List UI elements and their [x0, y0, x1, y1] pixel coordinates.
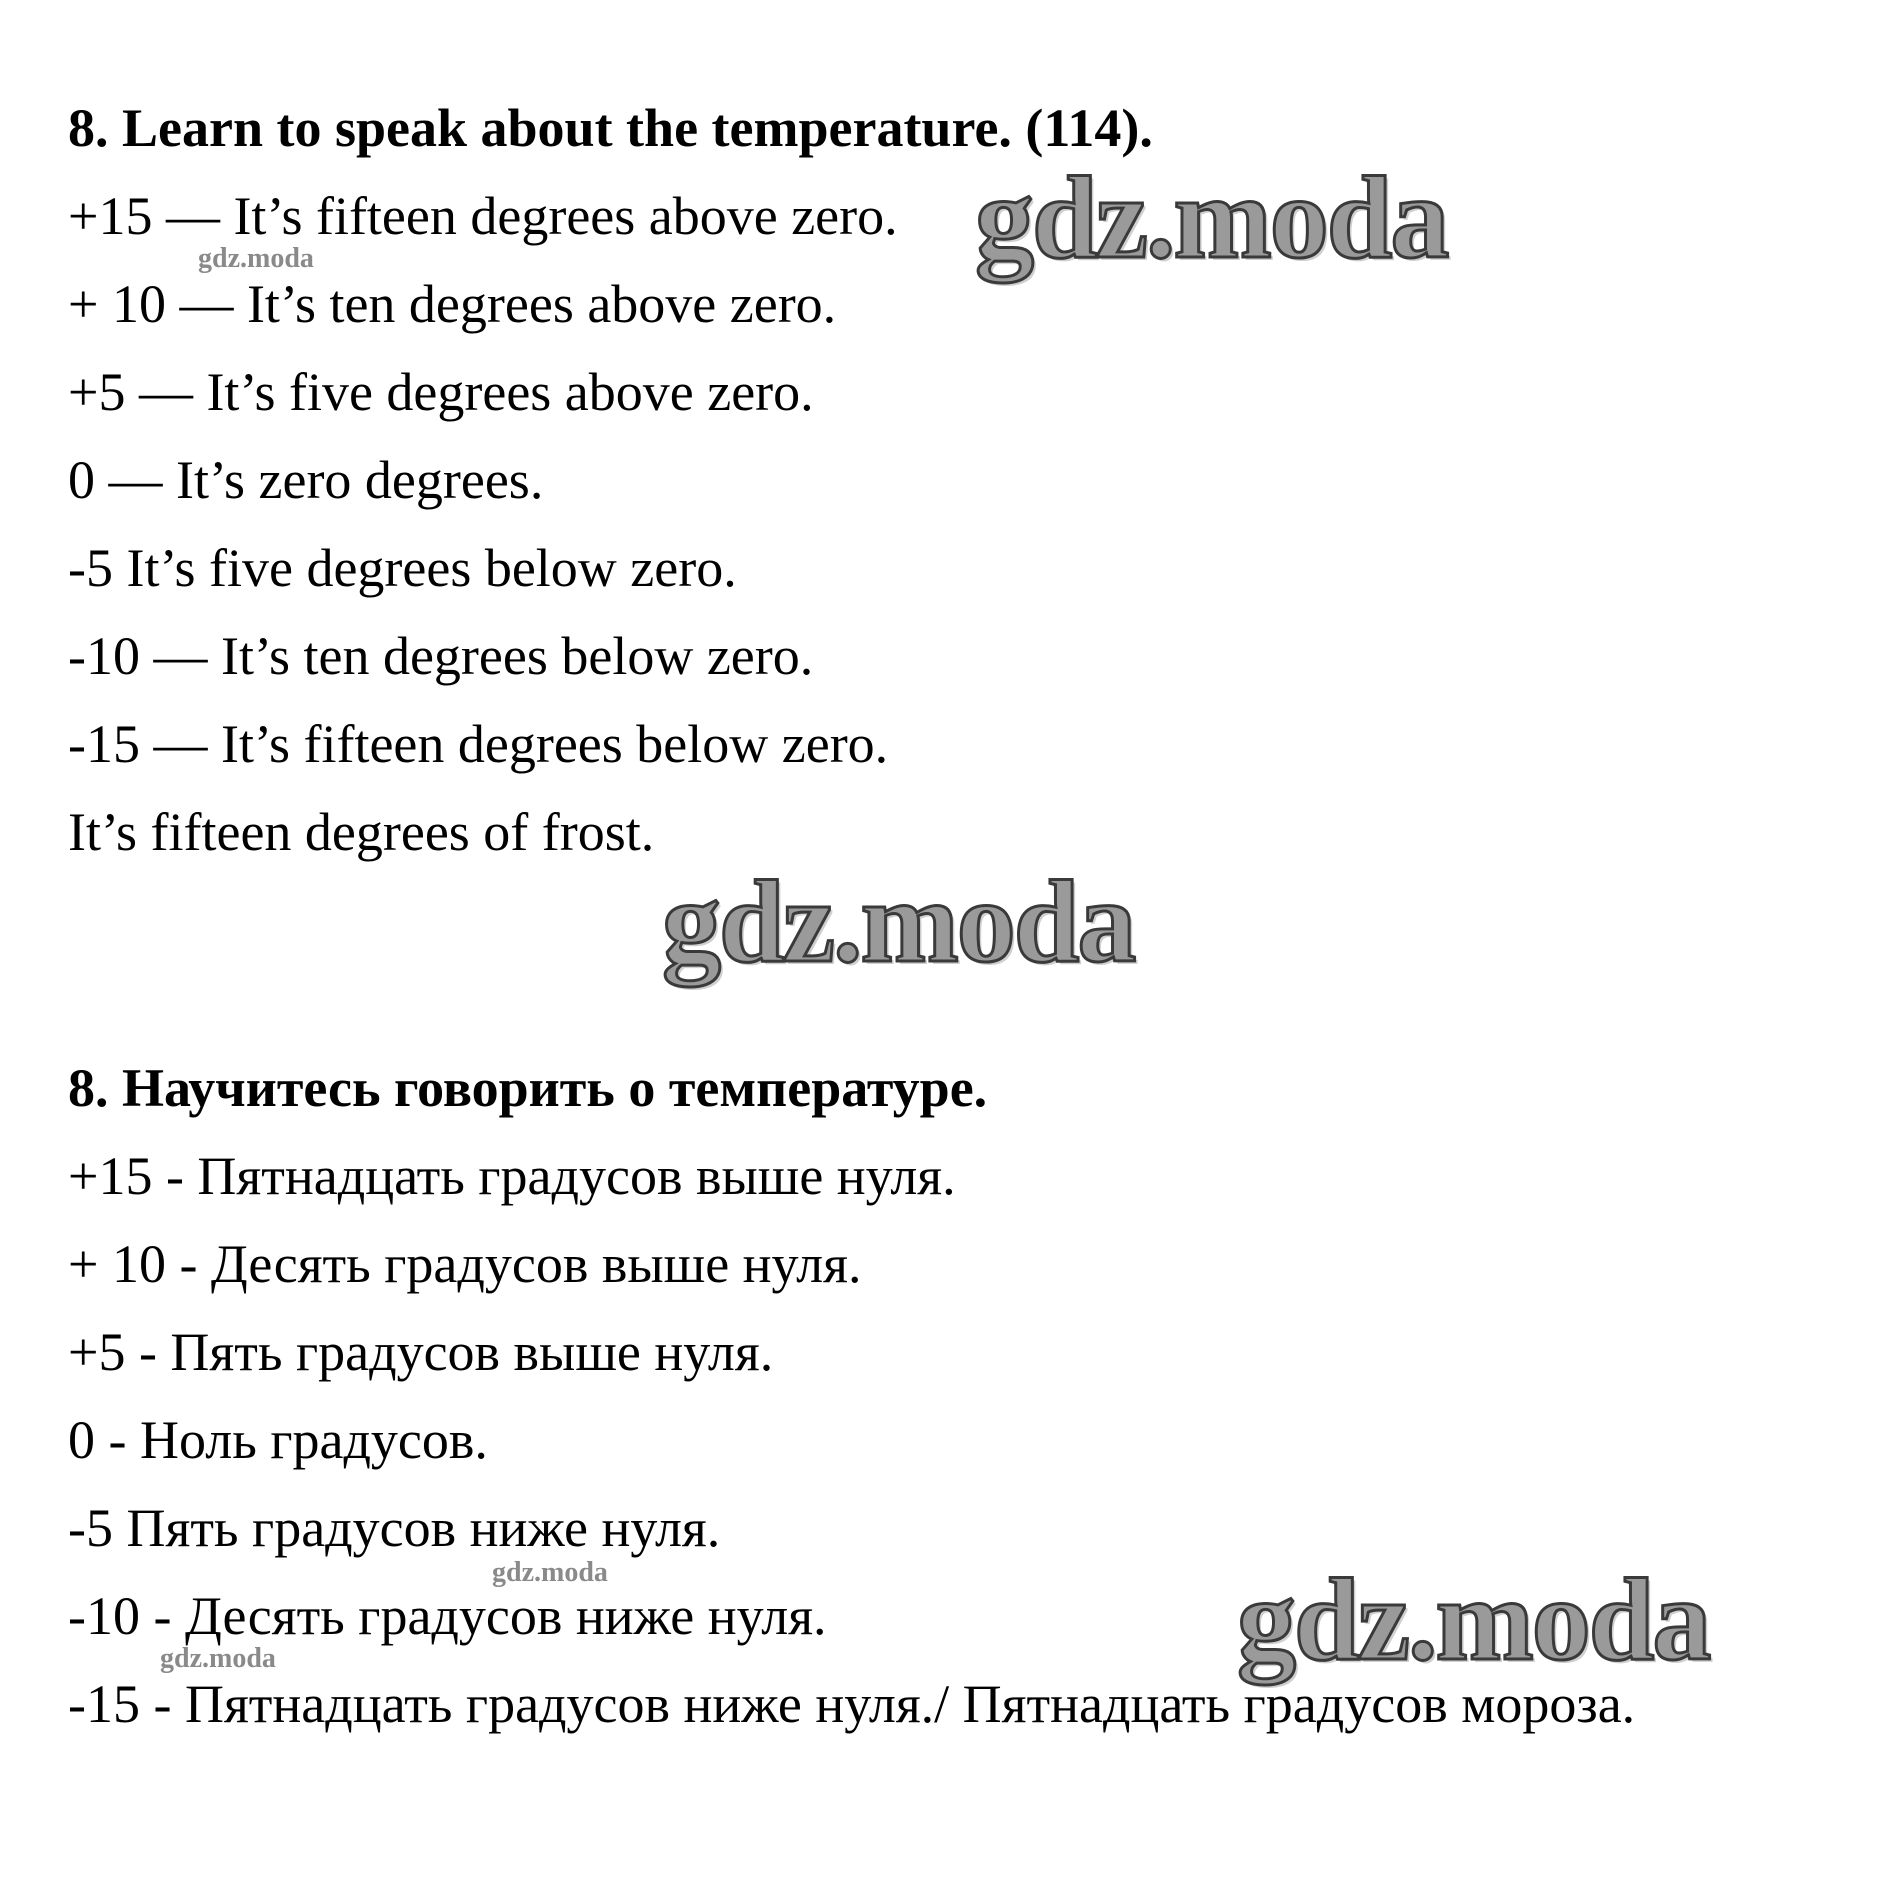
watermark-small-bottom: gdz.moda: [160, 1643, 276, 1674]
english-line-5: -5 It’s five degrees below zero.: [68, 538, 737, 598]
russian-line-2: + 10 - Десять градусов выше нуля.: [68, 1234, 862, 1294]
english-line-6: -10 — It’s ten degrees below zero.: [68, 626, 814, 686]
english-line-7: -15 — It’s fifteen degrees below zero.: [68, 714, 889, 774]
watermark-small-top: gdz.moda: [198, 243, 314, 274]
russian-heading: 8. Научитесь говорить о температуре.: [68, 1058, 988, 1118]
russian-line-7: -15 - Пятнадцать градусов ниже нуля./ Пятнадцать градусов мороза.: [68, 1674, 1636, 1734]
russian-line-1: +15 - Пятнадцать градусов выше нуля.: [68, 1146, 956, 1206]
watermark-large-top: gdz.moda: [975, 152, 1448, 283]
english-line-1: +15 — It’s fifteen degrees above zero.: [68, 186, 898, 246]
watermark-large-middle: gdz.moda: [662, 856, 1135, 987]
russian-line-3: +5 - Пять градусов выше нуля.: [68, 1322, 774, 1382]
english-line-3: +5 — It’s five degrees above zero.: [68, 362, 814, 422]
russian-line-5: -5 Пять градусов ниже нуля.: [68, 1498, 721, 1558]
watermark-small-middle: gdz.moda: [492, 1557, 608, 1588]
english-line-8: It’s fifteen degrees of frost.: [68, 802, 655, 862]
english-line-2: + 10 — It’s ten degrees above zero.: [68, 274, 837, 334]
watermark-large-bottom: gdz.moda: [1237, 1554, 1710, 1685]
english-heading: 8. Learn to speak about the temperature. (114).: [68, 98, 1153, 158]
russian-line-4: 0 - Ноль градусов.: [68, 1410, 488, 1470]
english-line-4: 0 — It’s zero degrees.: [68, 450, 544, 510]
russian-line-6: -10 - Десять градусов ниже нуля.: [68, 1586, 827, 1646]
